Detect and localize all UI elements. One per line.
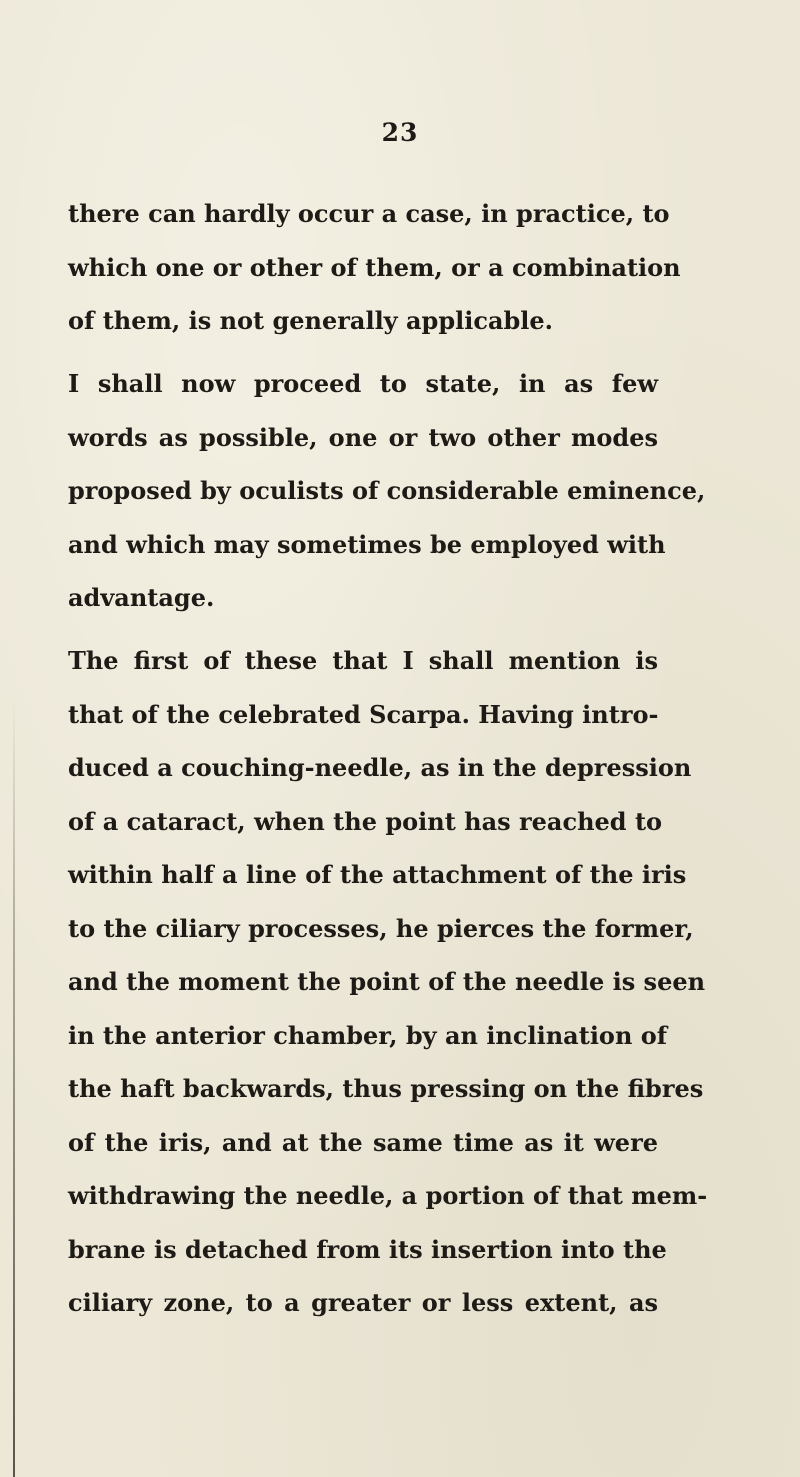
text-line: and the moment the point of the needle is seen: [68, 967, 706, 996]
text-line: advantage.: [68, 583, 215, 612]
text-line: in the anterior chamber, by an inclination of: [68, 1020, 668, 1050]
text-line: withdrawing the needle, a portion of that mem-: [68, 1181, 708, 1210]
paragraph-3: [68, 634, 708, 1330]
text-line: duced a couching-needle, as in the depression: [68, 753, 692, 782]
text-line: of the iris, and at the same time as it were: [68, 1127, 658, 1157]
text-line: which one or other of them, or a combination: [68, 252, 681, 282]
text-line: of them, is not generally applicable.: [68, 306, 554, 335]
text-line: within half a line of the attachment of the iris: [68, 860, 687, 889]
text-line: to the ciliary processes, he pierces the former,: [68, 913, 694, 943]
paragraph-2: [68, 357, 706, 625]
text-line: ciliary zone, to a greater or less extent, as: [68, 1288, 658, 1317]
text-line: there can hardly occur a case, in practice, to: [68, 199, 670, 228]
text-line: I shall now proceed to state, in as few: [68, 369, 658, 398]
text-line: the haft backwards, thus pressing on the fibres: [68, 1074, 704, 1103]
text-line: brane is detached from its insertion into the: [68, 1234, 667, 1264]
binding-shadow: [13, 700, 15, 1477]
text-line: that of the celebrated Scarpa. Having intro-: [68, 699, 659, 729]
text-line: proposed by oculists of considerable eminence,: [68, 476, 706, 505]
page-number: 23: [381, 118, 419, 147]
text-line: The first of these that I shall mention is: [68, 646, 658, 675]
paragraph-1: [68, 187, 681, 348]
text-line: of a cataract, when the point has reached to: [68, 806, 663, 836]
text-line: words as possible, one or two other modes: [68, 422, 658, 452]
text-line: and which may sometimes be employed with: [68, 529, 666, 559]
